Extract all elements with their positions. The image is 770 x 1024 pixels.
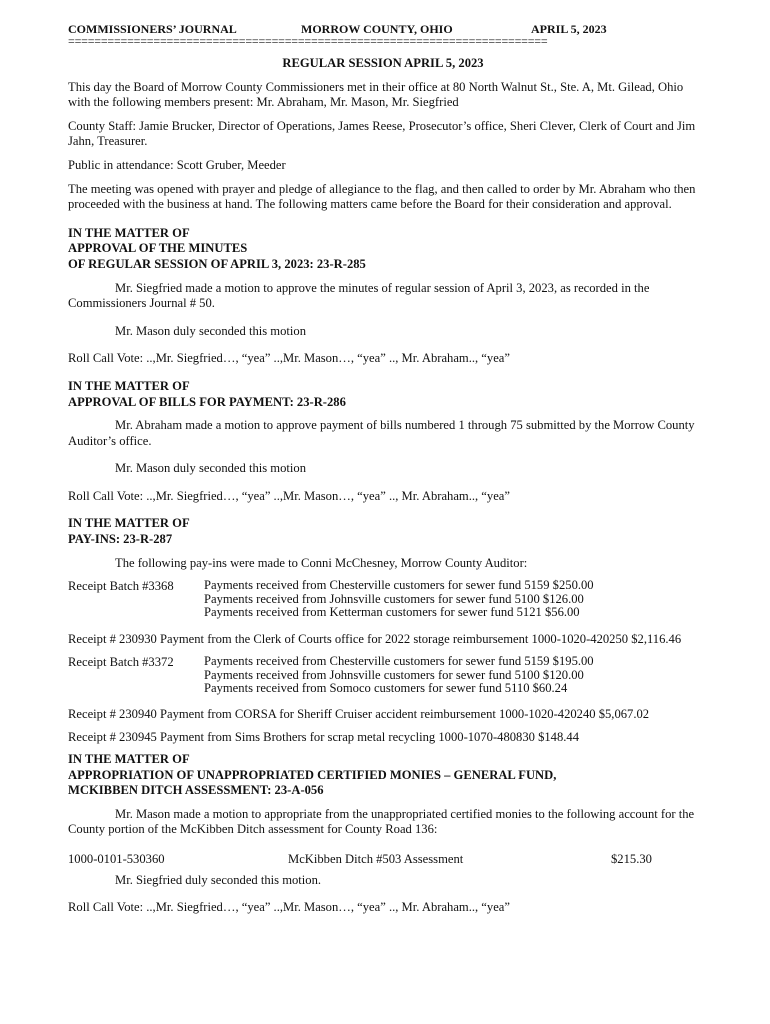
- m3-lead: The following pay-ins were made to Conni McChesney, Morrow County Auditor:: [115, 555, 528, 570]
- header-rule: =========================================================================: [68, 34, 548, 48]
- receipt-230940: Receipt # 230940 Payment from CORSA for Sheriff Cruiser accident reimbursement 1000-1020-420240 $5,067.02: [68, 706, 650, 721]
- intro-staff: County Staff: Jamie Brucker, Director of Operations, James Reese, Prosecutor’s office, Sheri Clever, Clerk of Court and Jim Jahn, Treasurer.: [68, 118, 696, 149]
- m4-vote: Roll Call Vote: ..,Mr. Siegfried…, “yea” ..,Mr. Mason…, “yea” .., Mr. Abraham.., “yea”: [68, 900, 510, 915]
- page-header: [68, 22, 698, 46]
- m1-heading-2: APPROVAL OF THE MINUTES: [68, 241, 248, 256]
- receipt-230945: Receipt # 230945 Payment from Sims Brothers for scrap metal recycling 1000-1070-480830 $148.44: [68, 730, 579, 745]
- m2-second: Mr. Mason duly seconded this motion: [115, 461, 306, 476]
- receipt-230930: Receipt # 230930 Payment from the Clerk of Courts office for 2022 storage reimbursement 1000-1020-420250 $2,116.46: [68, 631, 682, 646]
- journal-page: [68, 22, 698, 916]
- m2-heading-2: APPROVAL OF BILLS FOR PAYMENT: 23-R-286: [68, 394, 346, 409]
- m2-vote: Roll Call Vote: ..,Mr. Siegfried…, “yea” ..,Mr. Mason…, “yea” .., Mr. Abraham.., “yea”: [68, 488, 510, 503]
- m1-second: Mr. Mason duly seconded this motion: [115, 323, 306, 338]
- m2-heading-1: IN THE MATTER OF: [68, 378, 190, 393]
- receipt-batch-3372: [68, 655, 698, 696]
- account-amount: $215.30: [611, 852, 652, 866]
- batch-line: Payments received from Chesterville customers for sewer fund 5159 $195.00: [204, 654, 594, 669]
- account-number: 1000-0101-530360: [68, 852, 165, 866]
- m1-motion: Mr. Siegfried made a motion to approve the minutes of regular session of April 3, 2023, as recorded in the Commissioners Journal # 50.: [68, 280, 650, 311]
- intro-members: This day the Board of Morrow County Commissioners met in their office at 80 North Walnut St., Ste. A, Mt. Gilead, Ohio with the following members present: Mr. Abraham, Mr. Mason, Mr. Siegfried: [68, 79, 684, 110]
- m4-heading-3: MCKIBBEN DITCH ASSESSMENT: 23-A-056: [68, 783, 324, 798]
- m3-heading-1: IN THE MATTER OF: [68, 516, 190, 531]
- batch-label: Receipt Batch #3368: [68, 579, 174, 594]
- receipt-batch-3368: [68, 579, 698, 620]
- m2-motion: Mr. Abraham made a motion to approve payment of bills numbered 1 through 75 submitted by the Morrow County Auditor’s office.: [68, 418, 695, 448]
- batch-line: Payments received from Johnsville customers for sewer fund 5100 $120.00: [204, 667, 584, 682]
- intro-opening: The meeting was opened with prayer and pledge of allegiance to the flag, and then called to order by Mr. Abraham who then proceeded with the business at hand. The following matters came before the Board for their consideration and approval.: [68, 181, 696, 212]
- batch-line: Payments received from Johnsville customers for sewer fund 5100 $126.00: [204, 591, 584, 606]
- batch-line: Payments received from Somoco customers for sewer fund 5110 $60.24: [204, 681, 568, 696]
- header-county: MORROW COUNTY, OHIO: [301, 22, 453, 36]
- m4-motion: Mr. Mason made a motion to appropriate from the unappropriated certified monies to the following account for the County portion of the McKibben Ditch assessment for County Road 136:: [68, 806, 695, 837]
- m4-heading-2: APPROPRIATION OF UNAPPROPRIATED CERTIFIED MONIES – GENERAL FUND,: [68, 767, 557, 782]
- m1-heading-3: OF REGULAR SESSION OF APRIL 3, 2023: 23-R-285: [68, 256, 366, 271]
- batch-line: Payments received from Ketterman customers for sewer fund 5121 $56.00: [204, 605, 580, 620]
- batch-line: Payments received from Chesterville customers for sewer fund 5159 $250.00: [204, 578, 594, 593]
- appropriation-row: [68, 852, 698, 868]
- header-date: APRIL 5, 2023: [531, 22, 607, 36]
- m3-heading-2: PAY-INS: 23-R-287: [68, 532, 173, 547]
- m4-heading-1: IN THE MATTER OF: [68, 752, 190, 767]
- batch-label: Receipt Batch #3372: [68, 655, 174, 670]
- account-description: McKibben Ditch #503 Assessment: [288, 852, 464, 866]
- session-title: REGULAR SESSION APRIL 5, 2023: [282, 56, 484, 70]
- m1-vote: Roll Call Vote: ..,Mr. Siegfried…, “yea” ..,Mr. Mason…, “yea” .., Mr. Abraham.., “yea”: [68, 351, 510, 366]
- m1-heading-1: IN THE MATTER OF: [68, 225, 190, 240]
- intro-public: Public in attendance: Scott Gruber, Meeder: [68, 157, 286, 172]
- m4-second: Mr. Siegfried duly seconded this motion.: [115, 872, 322, 887]
- header-journal: COMMISSIONERS’ JOURNAL: [68, 22, 237, 36]
